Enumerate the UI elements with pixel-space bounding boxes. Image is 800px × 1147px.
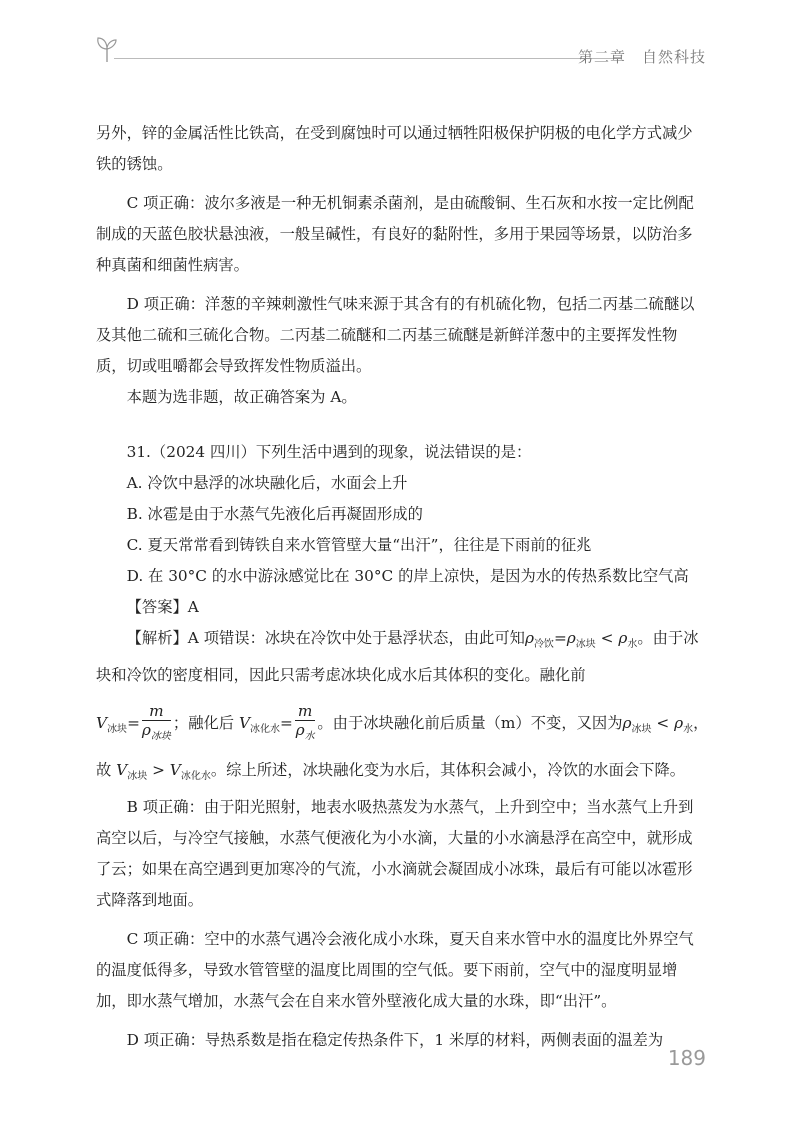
running-header — [96, 36, 706, 76]
option-a: A. 冷饮中悬浮的冰块融化后，水面会上升 — [126, 474, 408, 492]
fraction: $\frac{m}{\rho_{冰块}}$ — [141, 702, 171, 743]
analysis-d: D 项正确：导热系数是指在稳定传热条件下，1 米厚的材料，两侧表面的温差为 — [126, 1031, 664, 1050]
paragraph: D 项正确：洋葱的辛辣刺激性气味来源于其含有的有机硫化物，包括二丙基二硫醚以及其他二硫和三硫化合物。二丙基二硫醚和二丙基三硫醚是新鲜洋葱中的主要挥发性物质，切或咀嚼都会导致挥发性物质溢出。 — [96, 295, 695, 375]
option-c: C. 夏天常常看到铸铁自来水管管壁大量“出汗”，往往是下雨前的征兆 — [126, 536, 592, 554]
analysis-b: B 项正确：由于阳光照射，地表水吸热蒸发为水蒸气，上升到空中；当水蒸气上升到高空以后，与冷空气接触，水蒸气便液化为小水滴，大量的小水滴悬浮在高空中，就形成了云；如果在高空遇到更加寒冷的气流，小水滴就会凝固成小冰珠，最后有可能以冰雹形式降落到地面。 — [96, 798, 694, 910]
analysis-c: C 项正确：空中的水蒸气遇冷会液化成小水珠，夏天自来水管中水的温度比外界空气的温度低得多，导致水管管壁的温度比周围的空气低。要下雨前，空气中的湿度明显增加，即水蒸气增加，水蒸气会在自来水管外壁液化成大量的水珠，即“出汗”。 — [96, 930, 694, 1011]
option-b: B. 冰雹是由于水蒸气先液化后再凝固形成的 — [126, 505, 423, 523]
header-rule — [114, 58, 622, 59]
fraction: $\frac{m}{\rho_水}$ — [295, 702, 315, 743]
analysis-a-conclusion: 故 $V_{冰块} > V_{冰化水}$。综上所述，冰块融化变为水后，其体积会减小，冷饮的水面会下降。 — [96, 761, 686, 783]
paragraph: C 项正确：波尔多液是一种无机铜素杀菌剂，是由硫酸铜、生石灰和水按一定比例配制成的天蓝色胶状悬浊液，一般呈碱性，有良好的黏附性，多用于果园等场景，以防治多种真菌和细菌性病害。 — [96, 194, 694, 274]
question-stem: 31.（2024 四川）下列生活中遇到的现象，说法错误的是： — [126, 443, 532, 461]
answer: 【答案】A — [126, 598, 199, 616]
volume-formula: $V_{冰块}=$ $\frac{m}{\rho_{冰块}}$ ；融化后 $V_{冰化水}=$ $\frac{m}{\rho_水}$ 。由于冰块融化前后质量（m）不变，又因为$\rho_{冰块} < \rho_水$， — [96, 691, 706, 755]
page-content — [96, 118, 709, 1056]
analysis-a: 【解析】A 项错误：冰块在冷饮中处于悬浮状态，由此可知$\rho_{冷饮}=\rho_{冰块} < \rho_水$。由于冰块和冷饮的密度相同，因此只需考虑冰块化成水后其体积的变化。融化前 — [96, 629, 699, 685]
option-d: D. 在 30°C 的水中游泳感觉比在 30°C 的岸上凉快，是因为水的传热系数比空气高 — [126, 567, 689, 585]
chapter-title: 第二章 自然科技 — [577, 48, 706, 66]
paragraph: 另外，锌的金属活性比铁高，在受到腐蚀时可以通过牺牲阳极保护阴极的电化学方式减少铁的锈蚀。 — [96, 124, 693, 173]
paragraph: 本题为选非题，故正确答案为 A。 — [126, 388, 357, 406]
page-number: 189 — [667, 1046, 706, 1070]
